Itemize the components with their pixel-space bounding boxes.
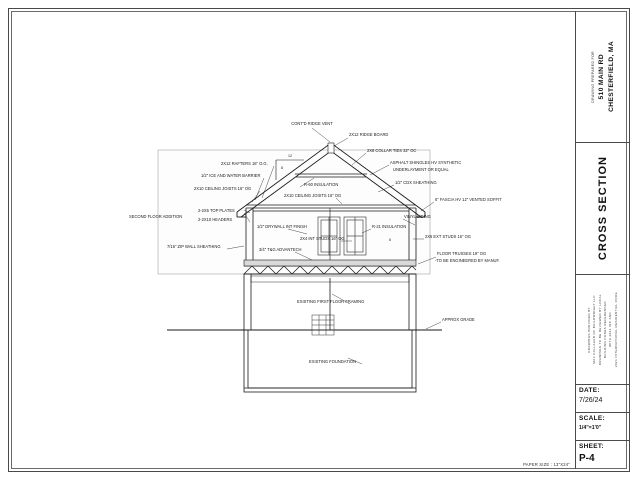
annotation-ceiling-joists-a: 2X10 CEILING JOISTS 16" OG (194, 186, 252, 191)
annotation-ice-water-barrier: 1/2" ICE AND WATER BARRIER (201, 173, 261, 178)
annotation-drywall: 1/2" DRYWALL INT FINISH (257, 224, 307, 229)
sheet-label: SHEET: (579, 443, 604, 450)
annotation-engineered-note: -TO BE ENGINEERED BY MANUF. (435, 258, 500, 263)
title-block-sheet (576, 441, 630, 469)
sheet-value: P-4 (579, 453, 595, 464)
scale-value: 1/4"=1'0" (579, 425, 602, 431)
date-value: 7/26/24 (579, 397, 603, 404)
legal-note-line-5: 2021 INTERNATIONAL RESIDENTIAL CODE (613, 291, 618, 368)
annotation-collar-ties: 2X8 COLLAR TIES 32" OC (367, 148, 417, 153)
annotation-dim-6: 6 (389, 238, 391, 242)
annotation-headers: 2-2X10 HEADERS (198, 217, 233, 222)
title-block (575, 11, 629, 469)
legal-note-line-2: DRAWINGS TO BE REVIEWED BY LOCAL (597, 293, 602, 366)
legal-note-line-4: WITH 2021 IRC AND (608, 312, 613, 347)
annotation-approx-grade: APPROX GRADE (442, 317, 475, 322)
annotation-zip-wall-sheathing: 7/16" ZIP WALL SHEATHING (167, 244, 221, 249)
annotation-second-floor-addition: SECOND FLOOR ADDITION (129, 214, 183, 219)
date-label: DATE: (579, 387, 600, 394)
legal-note-line-1: MAX CALLAHAN OF BUILDWRIGHT LLC (592, 295, 597, 364)
title-block-prepared-for (576, 11, 630, 143)
annotation-underlayment: UNDERLAYMENT OR EQUAL (393, 167, 449, 172)
annotation-r60-insulation: R-60 INSULATION (304, 182, 339, 187)
cross-section-drawing (12, 12, 575, 468)
project-address-line1: 510 MAIN RD (598, 53, 605, 100)
scale-label: SCALE: (579, 415, 605, 422)
project-address-line2: CHESTERFIELD, MA (608, 41, 615, 112)
annotation-int-studs: 2X4 INT STUDS 16" OG (300, 236, 345, 241)
annotation-fascia-soffit: 6" FASCIA HV 12" VENTED SOFFIT (435, 197, 502, 202)
annotation-cdx-sheathing: 1/2" CDX SHEATHING (395, 180, 437, 185)
annotation-ceiling-joists-b: 2X10 CEILING JOISTS 16" OG (284, 193, 342, 198)
annotation-r21-insulation: R-21 INSULATION (372, 224, 407, 229)
drawing-title: CROSS SECTION (597, 156, 609, 261)
title-block-drawing-title (576, 143, 630, 275)
annotation-pitch-8: 8 (281, 166, 283, 170)
title-block-legal-notes (576, 275, 630, 385)
annotation-vinyl-siding: VINYL SIDING (404, 214, 431, 219)
legal-note-line-3: BUILDING CODES REFERENCED (603, 300, 607, 359)
annotation-rafters: 2X12 RAFTERS 16" O.G. (221, 161, 268, 166)
title-block-scale (576, 413, 630, 441)
annotation-ridge-board: 2X12 RIDGE BOARD (349, 132, 389, 137)
legal-note-line-0: DRAWINGS PROVIDED BY (587, 306, 592, 353)
annotation-asphalt-shingles: ASPHALT SHINGLES HV SYNTHETIC (390, 160, 462, 165)
annotation-tg-advantech: 3/4" T&G ADVANTECH (259, 247, 302, 252)
annotation-top-plates: 2-2X6 TOP PLATES (198, 208, 235, 213)
annotation-existing-foundation: EXISTING FOUNDATION (309, 359, 357, 364)
paper-size-note: PAPER SIZE : 13"X24" (523, 462, 570, 467)
annotation-ext-studs: 2X6 EXT STUDS 16" OG (425, 234, 471, 239)
prepared-for-label: DRAWING PREPARED FOR (591, 50, 595, 103)
title-block-date (576, 385, 630, 413)
annotation-ridge-vent: CONT'D RIDGE VENT (291, 121, 333, 126)
annotation-floor-trusses: FLOOR TRUSSES 19" OG (437, 251, 487, 256)
annotation-existing-first-floor: EXISTING FIRST FLOOR FRAMING (297, 299, 365, 304)
annotation-pitch-12: 12 (288, 154, 292, 158)
